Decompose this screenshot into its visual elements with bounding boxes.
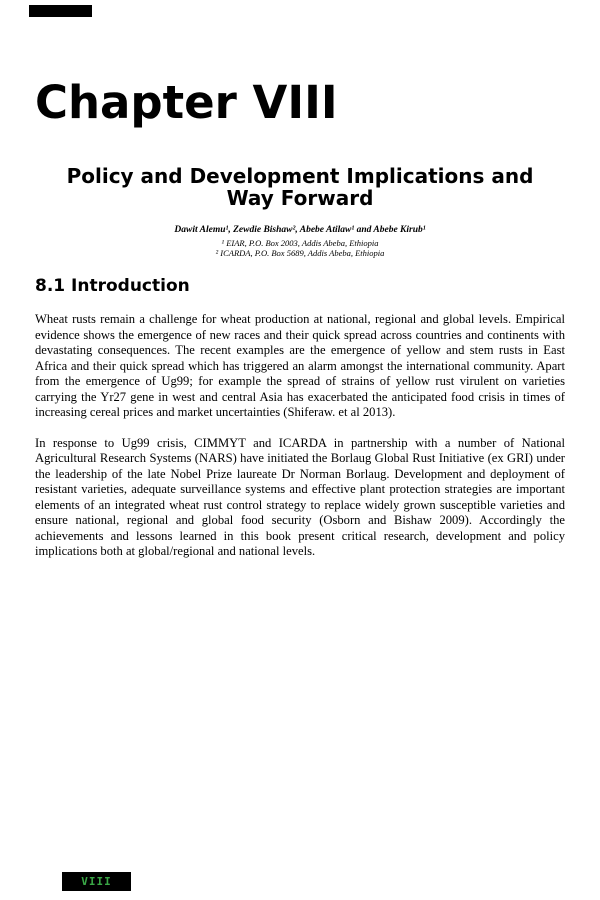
introduction-paragraph-2: In response to Ug99 crisis, CIMMYT and ICARDA in partnership with a number of National Agricultural Research Systems (NARS) have initiated the Borlaug Global Rust Initiative (ex GRI) under the leadership of the late Nobel Prize laureate Dr Norman Borlaug. Development and deployment of resistant varieties, adequate surveillance systems and effective plant protection strategies are important elements of an integrated wheat rust control strategy to replace widely grown susceptible varieties and ensure national, regional and global food security (Osborn and Bishaw 2009). Accordingly the achievements and lessons learned in this book present critical research, development and policy implications both at global/regional and national levels.	[35, 435, 565, 558]
affiliation-icarda: ² ICARDA, P.O. Box 5689, Addis Abeba, Ethiopia	[215, 248, 385, 258]
chapter-stamp-label: VIII	[81, 875, 112, 888]
affiliation-eiar: ¹ EIAR, P.O. Box 2003, Addis Abeba, Ethiopia	[221, 238, 379, 248]
affiliations-block	[35, 238, 565, 258]
chapter-title: Chapter VIII	[35, 76, 338, 129]
chapter-subtitle-line-1: Policy and Development Implications and	[66, 164, 534, 188]
introduction-paragraph-1: Wheat rusts remain a challenge for wheat production at national, regional and global levels. Empirical evidence shows the emergence of new races and their quick spread across countries and continents with devastating consequences. The recent examples are the emergence of yellow and stem rusts in East Africa and their quick spread which has triggered an alarm amongst the international community. Apart from the emergence of Ug99; for example the spread of strains of yellow rust virulent on varieties carrying the Yr27 gene in west and central Asia has exacerbated the anticipated food crisis in times of increasing cereal prices and market uncertainties (Shiferaw. et al 2013).	[35, 312, 565, 419]
chapter-subtitle	[35, 165, 565, 209]
chapter-subtitle-line-2: Way Forward	[226, 186, 374, 210]
chapter-stamp	[62, 872, 131, 891]
page-content	[35, 0, 565, 560]
section-heading-introduction: 8.1 Introduction	[35, 276, 190, 296]
authors-line: Dawit Alemu¹, Zewdie Bishaw², Abebe Atilaw¹ and Abebe Kirub¹	[174, 225, 426, 235]
